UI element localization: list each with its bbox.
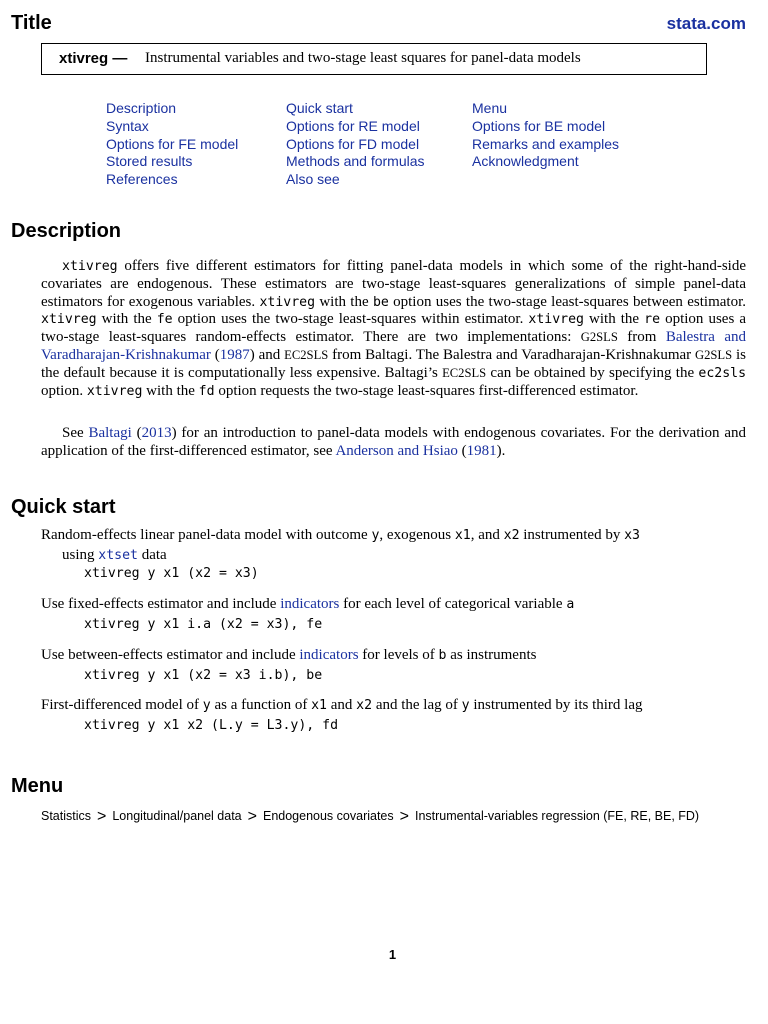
page-number: 1 (388, 947, 397, 962)
stata-link[interactable]: stata.com (666, 14, 746, 33)
toc-link-options-be[interactable]: Options for BE model (472, 117, 606, 134)
menu-path-separator: > (97, 808, 107, 825)
command-name: xtivreg — (59, 50, 128, 67)
toc-link-options-fe[interactable]: Options for FE model (106, 135, 239, 152)
indicators-link-2[interactable]: indicators (299, 647, 359, 663)
toc-link-quick-start[interactable]: Quick start (286, 100, 353, 116)
citation-year-2013[interactable]: 2013 (141, 425, 172, 441)
citation-link-baltagi[interactable]: Baltagi (88, 425, 132, 441)
menu-path-separator: > (399, 808, 409, 825)
quick-start-example-3: Use between-effects estimator and include indicators for levels of b as instruments (41, 647, 537, 663)
toc-link-acknowledgment[interactable]: Acknowledgment (472, 153, 579, 170)
menu-path-longitudinal: Longitudinal/panel data (112, 809, 242, 823)
toc-link-description[interactable]: Description (106, 100, 177, 116)
toc-link-options-re[interactable]: Options for RE model (286, 117, 420, 134)
toc-link-also-see[interactable]: Also see (286, 171, 340, 188)
citation-year-1981[interactable]: 1981 (466, 442, 497, 459)
quick-start-example-2: Use fixed-effects estimator and include indicators for each level of categorical variable a (41, 596, 575, 612)
title-box (41, 43, 707, 75)
code-example-4: xtivreg y x1 x2 (L.y = L3.y), fd (84, 718, 339, 733)
citation-link-balestra[interactable]: Balestra and Varadharajan-Krishnakumar (41, 329, 746, 363)
command-description: Instrumental variables and two-stage least squares for panel-data models (145, 50, 581, 66)
quick-start-example-1: Random-effects linear panel-data model with outcome y, exogenous x1, and x2 instrumented by x3 using xtset data (41, 527, 640, 563)
code-example-3: xtivreg y x1 (x2 = x3 i.b), be (84, 668, 323, 683)
menu-heading: Menu (11, 775, 64, 797)
xtset-link[interactable]: xtset (98, 547, 138, 563)
menu-path-separator: > (247, 808, 257, 825)
toc-link-methods[interactable]: Methods and formulas (286, 153, 425, 170)
toc-link-stored-results[interactable]: Stored results (106, 153, 193, 170)
toc-column-3 (472, 100, 619, 171)
quick-start-example-4: First-differenced model of y as a function of x1 and x2 and the lag of y instrumented by its third lag (41, 697, 643, 713)
toc-link-references[interactable]: References (106, 171, 178, 188)
citation-link-anderson-hsiao[interactable]: Anderson and Hsiao (335, 442, 458, 459)
toc-link-menu[interactable]: Menu (472, 100, 508, 116)
toc-link-options-fd[interactable]: Options for FD model (286, 135, 420, 152)
menu-path (41, 808, 699, 826)
description-paragraph-1: xtivreg offers five different estimators for fitting panel-data models in which some of the right-hand-side covariates are endogenous. These estimators are two-stage least-squares generalizations of simple panel-data estimators for exogenous variables. xtivreg with the be option uses the two-stage least-squares between estimator. xtivreg with the fe option uses the two-stage least-squares within estimator. xtivreg with the re option uses a two-stage least-squares random-effects estimator. There are two implementations: G2SLS from Balestra and Varadharajan-Krishnakumar (1987) and EC2SLS from Baltagi. The Balestra and Varadharajan-Krishnakumar G2SLS is the default because it is computationally less expensive. Baltagi’s EC2SLS can be obtained by specifying the ec2sls option. xtivreg with the fd option requests the two-stage least-squares first-differenced estimator. (41, 258, 747, 399)
indicators-link-1[interactable]: indicators (280, 596, 340, 612)
toc-column-2 (286, 100, 425, 189)
description-heading: Description (11, 220, 122, 242)
toc-link-remarks[interactable]: Remarks and examples (472, 135, 620, 152)
menu-path-statistics: Statistics (41, 809, 92, 823)
code-example-2: xtivreg y x1 i.a (x2 = x3), fe (84, 617, 323, 632)
citation-year-1987[interactable]: 1987 (219, 346, 250, 363)
menu-path-iv-regression: Instrumental-variables regression (FE, RE, BE, FD) (414, 809, 700, 823)
toc-link-syntax[interactable]: Syntax (106, 117, 149, 134)
quick-start-heading: Quick start (11, 496, 116, 518)
menu-path-endogenous: Endogenous covariates (262, 809, 394, 823)
code-example-1: xtivreg y x1 (x2 = x3) (84, 566, 259, 581)
page-title: Title (11, 12, 52, 34)
toc-column-1 (106, 100, 238, 189)
description-paragraph-2: See Baltagi (2013) for an introduction to panel-data models with endogenous covariates. For the derivation and application of the first-differenced estimator, see Anderson and Hsiao (1981). (41, 425, 746, 459)
